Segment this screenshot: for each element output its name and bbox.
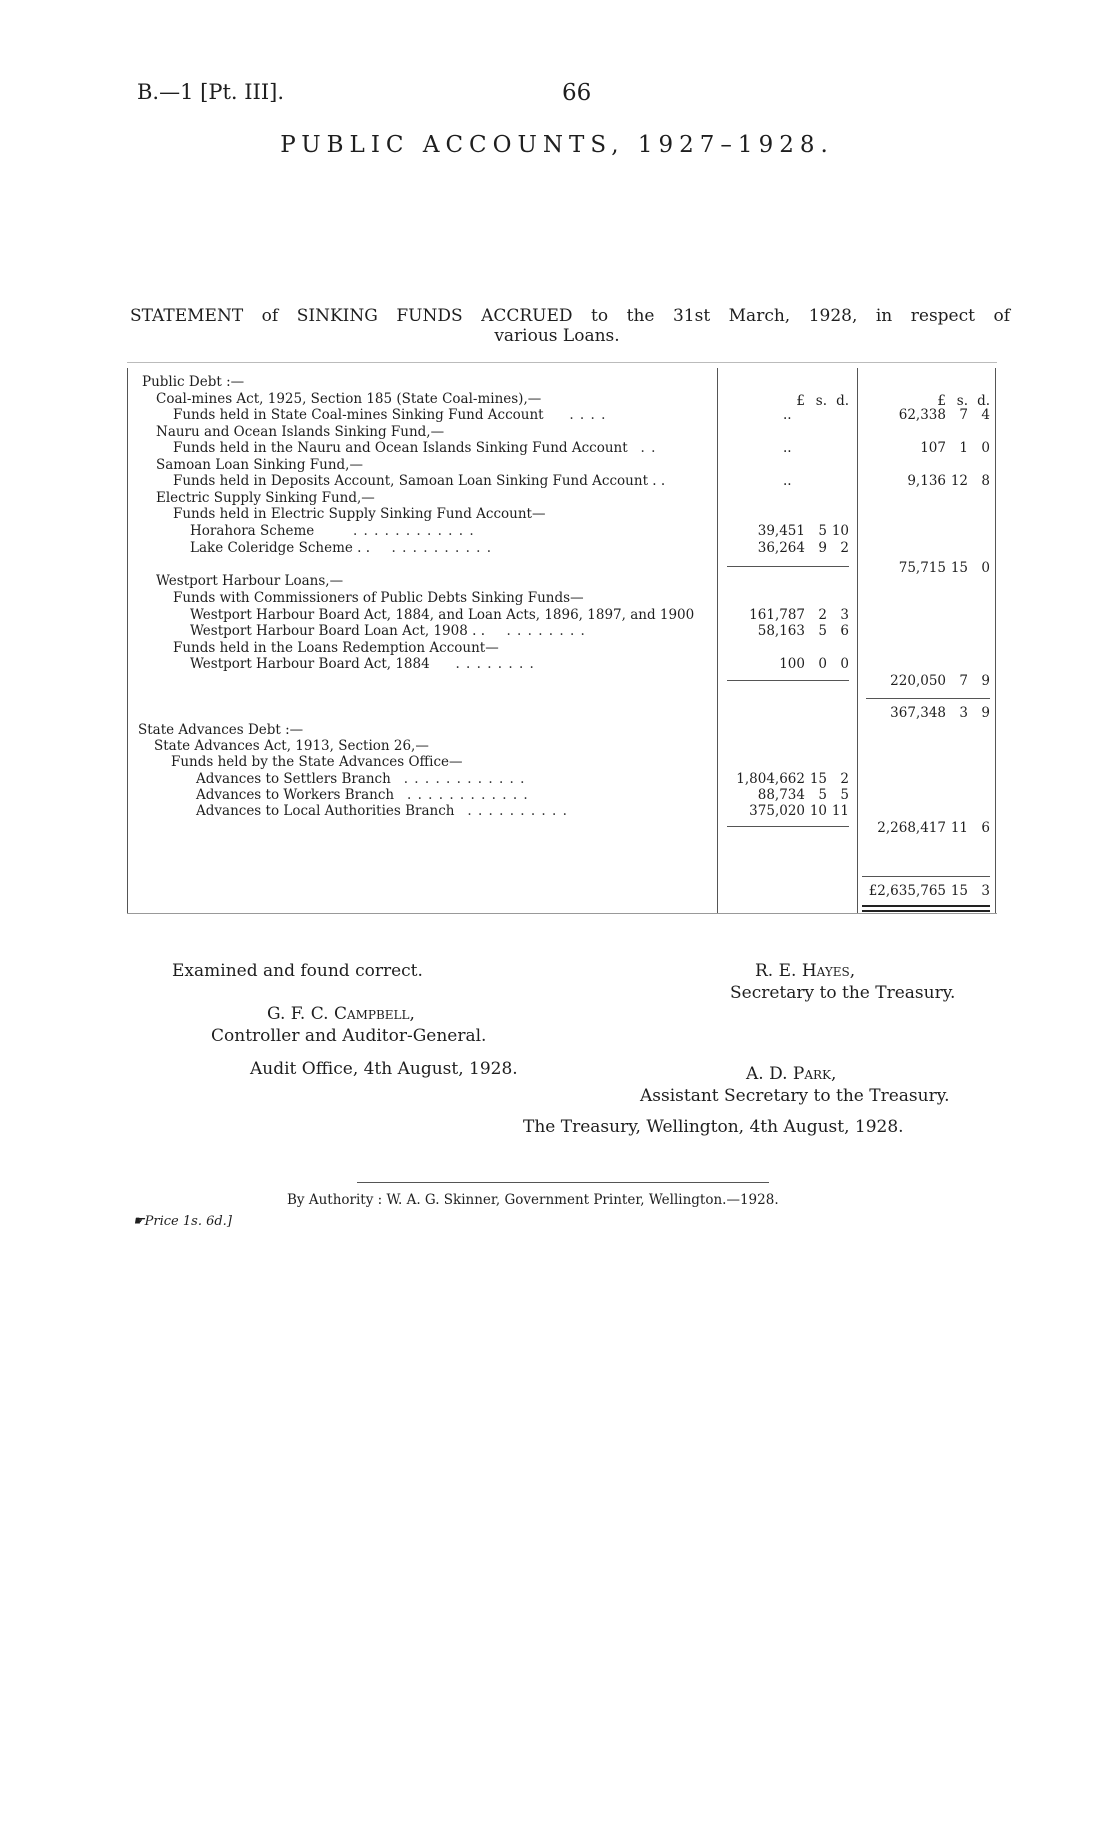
treasury-place-date: The Treasury, Wellington, 4th August, 1928. <box>523 1117 904 1137</box>
manicule-icon: ☛ <box>133 1214 145 1229</box>
subtotal-rule <box>727 566 849 567</box>
document-reference: B.—1 [Pt. III]. <box>137 80 285 104</box>
row-label: Westport Harbour Board Act, 1884 . . . . . . . . <box>190 656 535 672</box>
subtotal-rule <box>727 826 849 827</box>
signatory-title: Controller and Auditor-General. <box>211 1026 487 1046</box>
section-heading: State Advances Debt :— <box>138 722 304 738</box>
statement-title: STATEMENT of SINKING FUNDS ACCRUED to the 31st March, 1928, in respect of <box>130 306 1010 326</box>
outer-column-header: £ s. d. <box>937 393 990 409</box>
row-label: Samoan Loan Sinking Fund,— <box>156 457 363 473</box>
row-label: Funds held by the State Advances Office— <box>171 754 463 770</box>
inner-value: 161,787 2 3 <box>749 607 849 623</box>
row-label: Lake Coleridge Scheme . . . . . . . . . . . . <box>190 540 493 556</box>
inner-value: 58,163 5 6 <box>757 623 849 639</box>
grand-total: £2,635,765 15 3 <box>868 883 990 899</box>
row-label: Advances to Local Authorities Branch . . . . . . . . . . <box>196 803 568 819</box>
total-double-rule <box>862 910 990 912</box>
row-label: Funds held in the Nauru and Ocean Islands Sinking Fund Account . . <box>173 440 657 456</box>
inner-value: 1,804,662 15 2 <box>736 771 849 787</box>
row-label: Funds with Commissioners of Public Debts Sinking Funds— <box>173 590 584 606</box>
row-label: Funds held in Electric Supply Sinking Fund Account— <box>173 506 546 522</box>
page-title: PUBLIC ACCOUNTS, 1927–1928. <box>280 132 834 158</box>
printer-authority: By Authority : W. A. G. Skinner, Government Printer, Wellington.—1928. <box>287 1192 779 1208</box>
row-label: Funds held in the Loans Redemption Account— <box>173 640 499 656</box>
inner-value: 100 0 0 <box>779 656 849 672</box>
audit-office-date: Audit Office, 4th August, 1928. <box>250 1059 518 1079</box>
row-label: Electric Supply Sinking Fund,— <box>156 490 375 506</box>
inner-value: 375,020 10 11 <box>749 803 849 819</box>
footer-rule <box>357 1182 769 1183</box>
subtotal-rule <box>727 680 849 681</box>
outer-subtotal: 220,050 7 9 <box>890 673 990 689</box>
row-label: Westport Harbour Loans,— <box>156 573 344 589</box>
row-label: State Advances Act, 1913, Section 26,— <box>154 738 429 754</box>
row-label: Westport Harbour Board Loan Act, 1908 . . . . . . . . . . <box>190 623 586 639</box>
examined-note: Examined and found correct. <box>172 961 423 981</box>
inner-value: .. <box>783 440 792 456</box>
inner-value: 39,451 5 10 <box>757 523 849 539</box>
inner-value: .. <box>783 473 792 489</box>
subtotal-rule <box>866 698 990 699</box>
row-label: Advances to Workers Branch . . . . . . . . . . . . <box>196 787 529 803</box>
table-top-rule <box>127 362 997 363</box>
row-label: Advances to Settlers Branch . . . . . . . . . . . . <box>196 771 526 787</box>
price-note: ☛Price 1s. 6d.] <box>133 1214 232 1229</box>
table-left-rule <box>127 368 128 913</box>
inner-value: 36,264 9 2 <box>757 540 849 556</box>
row-label: Westport Harbour Board Act, 1884, and Loan Acts, 1896, 1897, and 1900 <box>190 607 695 623</box>
inner-column-header: £ s. d. <box>796 393 849 409</box>
outer-subtotal: 367,348 3 9 <box>890 705 990 721</box>
row-label: Coal-mines Act, 1925, Section 185 (State Coal-mines),— <box>156 391 542 407</box>
signatory-name: A. D. Park, <box>746 1064 837 1084</box>
row-label: Nauru and Ocean Islands Sinking Fund,— <box>156 424 445 440</box>
inner-column-left-rule <box>717 368 718 913</box>
outer-subtotal: 2,268,417 11 6 <box>877 820 990 836</box>
signatory-name: R. E. Hayes, <box>755 961 856 981</box>
outer-value: 107 1 0 <box>920 440 990 456</box>
total-rule-top <box>862 876 990 877</box>
table-bottom-rule <box>127 913 997 914</box>
signatory-title: Assistant Secretary to the Treasury. <box>640 1086 950 1106</box>
row-label: Horahora Scheme . . . . . . . . . . . . <box>190 523 475 539</box>
outer-subtotal: 75,715 15 0 <box>898 560 990 576</box>
signatory-name: G. F. C. Campbell, <box>267 1004 415 1024</box>
row-label: Funds held in Deposits Account, Samoan Loan Sinking Fund Account . . <box>173 473 666 489</box>
outer-value: 9,136 12 8 <box>907 473 990 489</box>
outer-value: 62,338 7 4 <box>898 407 990 423</box>
page-number: 66 <box>562 80 592 106</box>
inner-value: .. <box>783 407 792 423</box>
signatory-title: Secretary to the Treasury. <box>730 983 956 1003</box>
table-right-rule <box>995 368 996 913</box>
section-heading: Public Debt :— <box>142 374 245 390</box>
row-label: Funds held in State Coal-mines Sinking Fund Account . . . . <box>173 407 607 423</box>
statement-subtitle: various Loans. <box>494 326 620 346</box>
inner-value: 88,734 5 5 <box>757 787 849 803</box>
total-double-rule <box>862 905 990 907</box>
